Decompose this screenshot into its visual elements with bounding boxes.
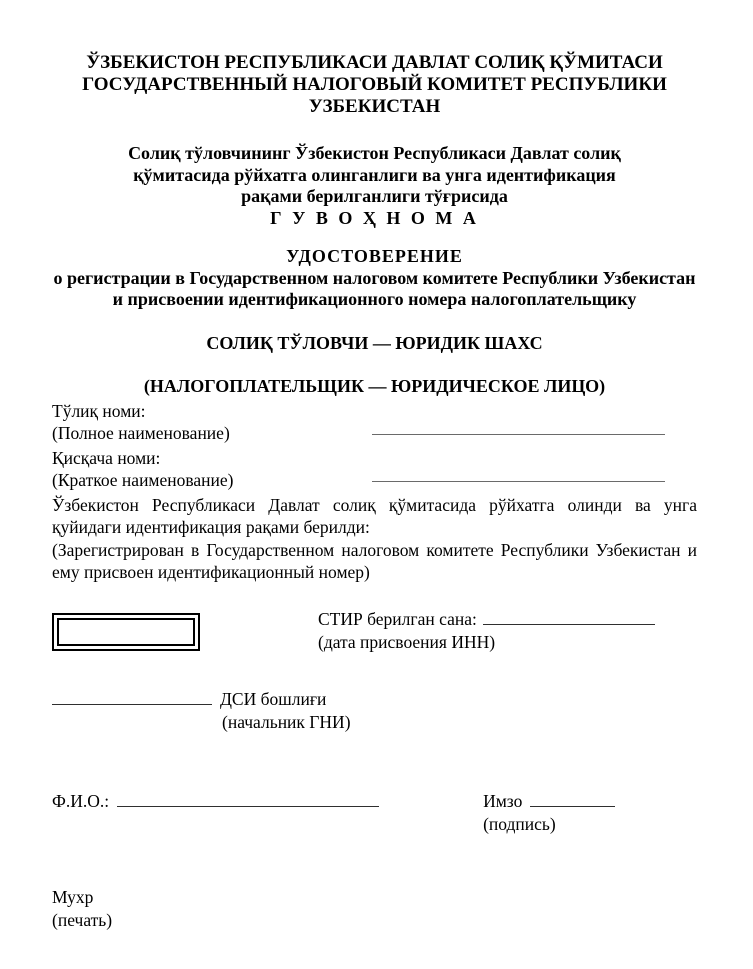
chief-title-ru: (начальник ГНИ) xyxy=(222,711,351,732)
signature-label: Имзо xyxy=(483,790,523,811)
tin-row xyxy=(52,608,697,654)
tin-number-box xyxy=(52,613,200,651)
short-name-label-uz: Қисқача номи: xyxy=(52,447,161,468)
seal-label-uz: Мухр xyxy=(52,886,94,907)
signature-line-row xyxy=(483,790,615,813)
committee-header-line-country: УЗБЕКИСТАН xyxy=(308,96,441,117)
guvohnoma-title: Г У В О Ҳ Н О М А xyxy=(270,207,479,228)
registration-note-uz: Ўзбекистон Республикаси Давлат солиқ қўмитасида рўйхатга олинди ва унга қуйидаги идентификация рақами берилди: xyxy=(52,494,697,537)
uz-subtitle-line-2: қўмитасида рўйхатга олинганлиги ва унга идентификация xyxy=(133,164,616,185)
taxpayer-type-ru: (НАЛОГОПЛАТЕЛЬЩИК — ЮРИДИЧЕСКОЕ ЛИЦО) xyxy=(143,375,606,396)
registration-note-ru: (Зарегистрирован в Государственном налоговом комитете Республики Узбекистан и ему присвоен идентификационный номер) xyxy=(52,539,697,582)
chief-blank-line xyxy=(52,690,212,705)
fio-block xyxy=(52,790,379,813)
full-name-labels xyxy=(52,400,372,444)
short-name-label-ru: (Краткое наименование) xyxy=(52,469,234,490)
committee-header-line-ru: ГОСУДАРСТВЕННЫЙ НАЛОГОВЫЙ КОМИТЕТ РЕСПУБЛИКИ xyxy=(82,74,667,95)
ru-subtitle xyxy=(52,246,697,311)
tin-date-line xyxy=(318,608,655,631)
chief-line-row xyxy=(52,688,697,711)
ru-subtitle-line-2: и присвоении идентификационного номера налогоплательщику xyxy=(112,289,637,309)
seal-label-ru: (печать) xyxy=(52,909,113,930)
udostoverenie-title: УДОСТОВЕРЕНИЕ xyxy=(286,246,463,266)
short-name-labels xyxy=(52,447,372,491)
full-name-label-ru: (Полное наименование) xyxy=(52,422,230,443)
uz-subtitle xyxy=(52,143,697,229)
tin-number-value xyxy=(57,618,195,646)
committee-header-line-uz: ЎЗБЕКИСТОН РЕСПУБЛИКАСИ ДАВЛАТ СОЛИҚ ҚЎМИТАСИ xyxy=(86,52,663,73)
ru-subtitle-line-1: о регистрации в Государственном налоговом комитете Республики Узбекистан xyxy=(53,267,696,288)
taxpayer-type-uz: СОЛИҚ ТЎЛОВЧИ — ЮРИДИК ШАХС xyxy=(206,332,543,353)
seal-block xyxy=(52,886,697,932)
committee-header xyxy=(52,52,697,118)
tin-date-blank-line xyxy=(483,610,655,625)
signature-blank-line xyxy=(530,792,615,807)
uz-subtitle-line-3: рақами берилганлиги тўғрисида xyxy=(241,186,508,206)
registration-note xyxy=(52,494,697,584)
tin-date-block xyxy=(318,608,655,654)
chief-title-uz: ДСИ бошлиғи xyxy=(220,688,327,709)
fio-signature-row xyxy=(52,790,697,836)
short-name-row xyxy=(52,447,697,491)
signature-block xyxy=(483,790,615,836)
fio-blank-line xyxy=(117,792,379,807)
signature-sub-label: (подпись) xyxy=(483,813,556,834)
fio-label: Ф.И.О.: xyxy=(52,790,110,811)
tin-date-label-ru: (дата присвоения ИНН) xyxy=(318,631,496,652)
tin-date-label-uz: СТИР берилган сана: xyxy=(318,608,477,629)
chief-signature-block xyxy=(52,688,697,734)
full-name-blank-line xyxy=(372,414,665,435)
full-name-label-uz: Тўлиқ номи: xyxy=(52,400,146,421)
uz-subtitle-line-1: Солиқ тўловчининг Ўзбекистон Республикаси Давлат солиқ xyxy=(128,143,621,163)
short-name-blank-line xyxy=(372,461,665,482)
full-name-row xyxy=(52,400,697,444)
